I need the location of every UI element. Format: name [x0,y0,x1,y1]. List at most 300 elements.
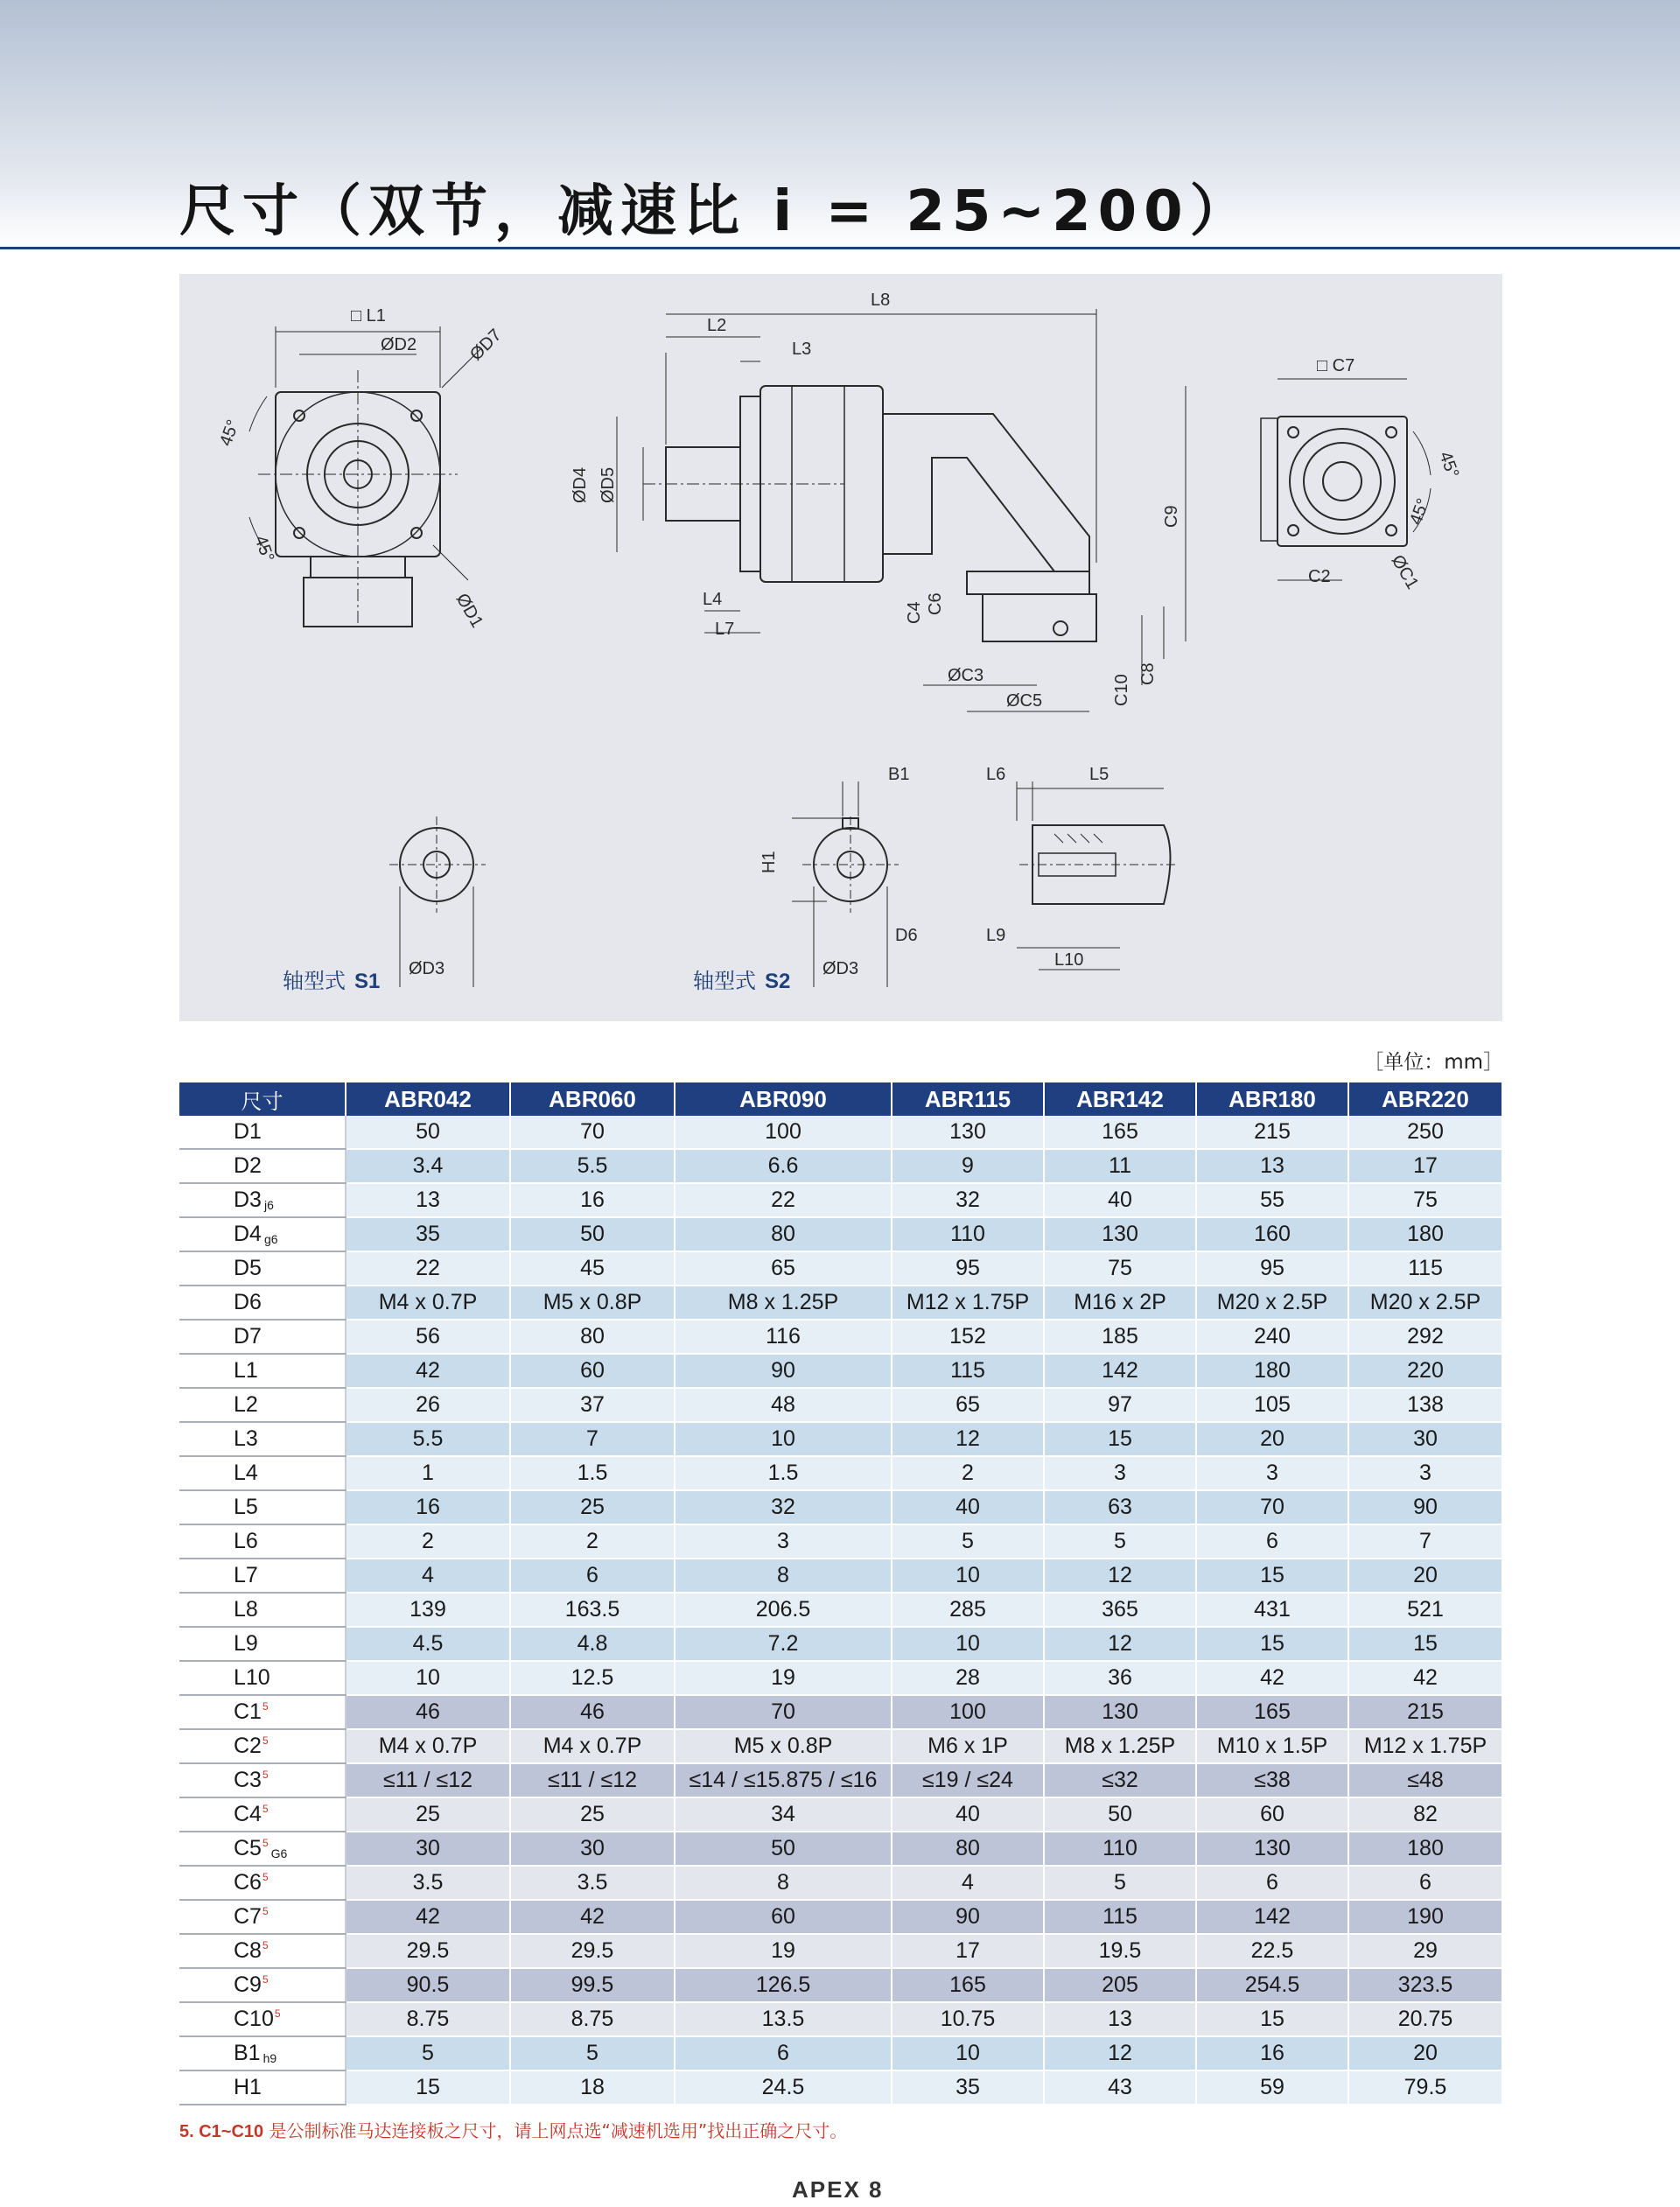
side-view-labels [570,291,1181,711]
table-cell: 79.5 [1348,2070,1502,2105]
row-label: $C9^5$ [179,1968,346,2002]
table-cell: 250 [1348,1116,1502,1149]
table-cell: 5.5 [346,1422,510,1456]
table-cell: 142 [1196,1900,1348,1934]
table-cell: 8.75 [346,2002,510,2036]
page-title: 尺寸（双节，减速比 i = 25~200） [179,179,1253,244]
label-D6: D6 [895,926,918,945]
row-label: D5 [179,1251,346,1286]
motor-flange-view [1261,379,1434,580]
label-C5: ØC5 [1006,691,1043,711]
table-cell: 17 [1348,1149,1502,1183]
table-cell: 42 [1196,1661,1348,1695]
table-cell: 165 [1044,1116,1196,1149]
table-cell: 431 [1196,1593,1348,1627]
table-cell: 97 [1044,1388,1196,1422]
table-cell: 30 [510,1832,675,1866]
table-cell: 215 [1348,1695,1502,1729]
table-cell: 80 [675,1217,892,1251]
table-cell: 35 [892,2070,1044,2105]
table-cell: 90 [1348,1490,1502,1524]
table-cell: 185 [1044,1320,1196,1354]
table-cell: 138 [1348,1388,1502,1422]
table-cell: 80 [892,1832,1044,1866]
table-cell: 56 [346,1320,510,1354]
table-row [179,1559,1502,1593]
table-row [179,1524,1502,1559]
table-cell: 42 [346,1900,510,1934]
table-cell: 15 [1196,1627,1348,1661]
table-cell: M16 x 2P [1044,1286,1196,1320]
table-row [179,1934,1502,1968]
label-C1: ØC1 [1387,551,1423,593]
table-cell: 10.75 [892,2002,1044,2036]
table-row [179,1490,1502,1524]
table-cell: 32 [892,1183,1044,1217]
table-cell: 60 [510,1354,675,1388]
table-cell: 5.5 [510,1149,675,1183]
label-H1: H1 [760,851,779,873]
table-cell: 165 [892,1968,1044,2002]
row-label: $C8^5$ [179,1934,346,1968]
table-cell: 12 [892,1422,1044,1456]
table-cell: 3.5 [510,1866,675,1900]
table-cell: 15 [1348,1627,1502,1661]
table-cell: 5 [1044,1866,1196,1900]
gearbox-drawing [179,274,1502,1021]
table-cell: 126.5 [675,1968,892,2002]
table-cell: 285 [892,1593,1044,1627]
table-cell: 46 [510,1695,675,1729]
column-header-model: ABR060 [510,1082,675,1116]
table-cell: M12 x 1.75P [1348,1729,1502,1763]
table-cell: ≤32 [1044,1763,1196,1797]
table-row [179,2002,1502,2036]
table-row [179,1183,1502,1217]
table-cell: 40 [1044,1183,1196,1217]
table-cell: 29.5 [510,1934,675,1968]
row-label: D7 [179,1320,346,1354]
table-cell: 130 [1196,1832,1348,1866]
table-row [179,1217,1502,1251]
row-label: L1 [179,1354,346,1388]
table-cell: M10 x 1.5P [1196,1729,1348,1763]
table-cell: 365 [1044,1593,1196,1627]
table-row [179,1900,1502,1934]
table-cell: 2 [892,1456,1044,1490]
table-cell: M5 x 0.8P [510,1286,675,1320]
table-row [179,1832,1502,1866]
table-cell: 18 [510,2070,675,2105]
table-cell: 163.5 [510,1593,675,1627]
table-cell: M20 x 2.5P [1196,1286,1348,1320]
shaft-type-s2-label: 轴型式 S2 [693,969,791,993]
label-D1: ØD1 [452,590,487,632]
table-cell: 6 [675,2036,892,2070]
table-cell: 6 [1196,1866,1348,1900]
table-cell: 1 [346,1456,510,1490]
table-cell: 25 [346,1797,510,1832]
table-cell: 37 [510,1388,675,1422]
table-cell: 40 [892,1797,1044,1832]
table-row [179,1320,1502,1354]
table-cell: 15 [346,2070,510,2105]
table-cell: 90 [675,1354,892,1388]
table-cell: 110 [1044,1832,1196,1866]
column-header-dimension: 尺寸 [179,1082,346,1116]
table-cell: 206.5 [675,1593,892,1627]
table-header-row [179,1082,1502,1116]
table-cell: 521 [1348,1593,1502,1627]
table-cell: 10 [675,1422,892,1456]
table-cell: ≤11 / ≤12 [510,1763,675,1797]
table-cell: 10 [892,1559,1044,1593]
table-cell: 215 [1196,1116,1348,1149]
table-cell: 142 [1044,1354,1196,1388]
table-row [179,2036,1502,2070]
table-cell: 28 [892,1661,1044,1695]
page-number: APEX 8 [792,2176,884,2203]
table-cell: 10 [346,1661,510,1695]
table-cell: 82 [1348,1797,1502,1832]
table-body [179,1116,1502,2105]
table-row [179,1627,1502,1661]
label-D7: ØD7 [466,325,506,365]
row-label: L8 [179,1593,346,1627]
column-header-model: ABR220 [1348,1082,1502,1116]
row-label: $C6^5$ [179,1866,346,1900]
label-D5: ØD5 [598,466,618,503]
table-cell: 75 [1044,1251,1196,1286]
table-cell: 19.5 [1044,1934,1196,1968]
table-cell: 42 [510,1900,675,1934]
label-C6: C6 [926,592,945,615]
table-cell: 22 [675,1183,892,1217]
table-cell: 4.5 [346,1627,510,1661]
label-C7: □ C7 [1317,356,1355,375]
table-cell: 5 [510,2036,675,2070]
label-angle-c-top: 45° [1435,449,1463,481]
table-cell: 115 [892,1354,1044,1388]
table-row [179,1729,1502,1763]
table-row [179,1354,1502,1388]
side-view [617,309,1186,711]
table-row [179,1456,1502,1490]
row-label: L10 [179,1661,346,1695]
table-cell: 15 [1196,1559,1348,1593]
motor-flange-labels [1308,356,1462,592]
table-cell: 292 [1348,1320,1502,1354]
table-cell: 70 [510,1116,675,1149]
table-cell: 152 [892,1320,1044,1354]
table-cell: ≤14 / ≤15.875 / ≤16 [675,1763,892,1797]
row-label: $C3^5$ [179,1763,346,1797]
table-cell: 19 [675,1934,892,1968]
table-cell: 36 [1044,1661,1196,1695]
table-cell: 13 [1044,2002,1196,2036]
row-label: L2 [179,1388,346,1422]
table-cell: M8 x 1.25P [675,1286,892,1320]
table-cell: 4 [346,1559,510,1593]
table-cell: 254.5 [1196,1968,1348,2002]
table-cell: 1.5 [510,1456,675,1490]
table-cell: 25 [510,1797,675,1832]
table-cell: 190 [1348,1900,1502,1934]
table-row [179,1149,1502,1183]
technical-drawing-panel [179,274,1502,1021]
table-cell: M4 x 0.7P [346,1286,510,1320]
table-row [179,1286,1502,1320]
table-cell: M20 x 2.5P [1348,1286,1502,1320]
table-cell: M4 x 0.7P [510,1729,675,1763]
table-cell: 45 [510,1251,675,1286]
row-label: $C4^5$ [179,1797,346,1832]
label-L2: L2 [707,316,727,335]
table-row [179,1797,1502,1832]
table-row [179,1251,1502,1286]
table-cell: 12 [1044,2036,1196,2070]
dimension-table [179,1082,1503,2105]
table-cell: 26 [346,1388,510,1422]
row-label: $C1^5$ [179,1695,346,1729]
row-label: D1 [179,1116,346,1149]
table-cell: M6 x 1P [892,1729,1044,1763]
table-cell: 75 [1348,1183,1502,1217]
table-cell: 95 [892,1251,1044,1286]
label-L5: L5 [1089,765,1110,784]
table-cell: 65 [675,1251,892,1286]
table-cell: 50 [1044,1797,1196,1832]
table-cell: 8 [675,1866,892,1900]
column-header-model: ABR042 [346,1082,510,1116]
table-cell: 10 [892,1627,1044,1661]
table-cell: 19 [675,1661,892,1695]
table-cell: 115 [1044,1900,1196,1934]
table-cell: 30 [346,1832,510,1866]
front-view-labels [216,306,506,631]
table-row [179,1116,1502,1149]
table-cell: 115 [1348,1251,1502,1286]
table-cell: 160 [1196,1217,1348,1251]
table-row [179,1593,1502,1627]
table-cell: 165 [1196,1695,1348,1729]
table-cell: 20 [1196,1422,1348,1456]
table-cell: 15 [1044,1422,1196,1456]
table-cell: M12 x 1.75P [892,1286,1044,1320]
table-row [179,1661,1502,1695]
label-D4: ØD4 [570,466,590,503]
label-L4: L4 [703,590,723,609]
table-cell: 139 [346,1593,510,1627]
label-L3: L3 [792,340,812,359]
table-cell: 180 [1348,1217,1502,1251]
table-cell: 55 [1196,1183,1348,1217]
table-cell: 220 [1348,1354,1502,1388]
shaft-s2-drawing [792,781,899,987]
row-label: $C7^5$ [179,1900,346,1934]
table-cell: ≤19 / ≤24 [892,1763,1044,1797]
table-cell: ≤38 [1196,1763,1348,1797]
table-cell: 32 [675,1490,892,1524]
label-L7: L7 [715,620,735,639]
label-L9: L9 [986,926,1006,945]
table-cell: 240 [1196,1320,1348,1354]
table-cell: 24.5 [675,2070,892,2105]
row-label: D6 [179,1286,346,1320]
table-cell: 7 [510,1422,675,1456]
table-cell: 50 [346,1116,510,1149]
table-cell: 205 [1044,1968,1196,2002]
label-L1: □ L1 [351,306,386,326]
table-cell: 15 [1196,2002,1348,2036]
table-cell: 180 [1348,1832,1502,1866]
table-cell: 11 [1044,1149,1196,1183]
row-label: H1 [179,2070,346,2105]
table-cell: M4 x 0.7P [346,1729,510,1763]
unit-note: ［单位：mm］ [1363,1051,1503,1074]
table-cell: 116 [675,1320,892,1354]
table-cell: 6 [510,1559,675,1593]
title-divider [0,247,1680,249]
table-cell: 2 [346,1524,510,1559]
table-cell: 20 [1348,1559,1502,1593]
table-cell: 12 [1044,1627,1196,1661]
table-cell: 60 [675,1900,892,1934]
footnote: 5. C1~C10 是公制标准马达连接板之尺寸，请上网点选“减速机选用”找出正确之尺寸。 [179,2120,848,2141]
label-L6: L6 [986,765,1006,784]
row-label: D4 $_{g6}$ [179,1217,346,1251]
label-B1: B1 [888,765,910,784]
table-cell: 34 [675,1797,892,1832]
table-row [179,1422,1502,1456]
table-cell: 99.5 [510,1968,675,2002]
column-header-model: ABR180 [1196,1082,1348,1116]
table-cell: 1.5 [675,1456,892,1490]
table-cell: 3 [1348,1456,1502,1490]
table-cell: 10 [892,2036,1044,2070]
table-cell: 95 [1196,1251,1348,1286]
table-cell: 13 [1196,1149,1348,1183]
table-cell: 90.5 [346,1968,510,2002]
table-cell: 3 [1044,1456,1196,1490]
table-cell: 46 [346,1695,510,1729]
table-cell: 60 [1196,1797,1348,1832]
table-cell: 70 [1196,1490,1348,1524]
table-cell: 20 [1348,2036,1502,2070]
table-cell: 105 [1196,1388,1348,1422]
row-label: L7 [179,1559,346,1593]
label-D2: ØD2 [381,335,417,354]
row-label: L9 [179,1627,346,1661]
table-cell: 90 [892,1900,1044,1934]
column-header-model: ABR115 [892,1082,1044,1116]
table-cell: 180 [1196,1354,1348,1388]
shaft-type-s1-label: 轴型式 S1 [283,969,381,993]
table-cell: 25 [510,1490,675,1524]
table-cell: ≤11 / ≤12 [346,1763,510,1797]
table-cell: 130 [1044,1217,1196,1251]
label-angle-top: 45° [216,417,244,449]
table-cell: 7 [1348,1524,1502,1559]
label-angle-bottom: 45° [250,533,278,565]
label-C10: C10 [1112,674,1131,706]
table-row [179,1866,1502,1900]
label-C9: C9 [1162,505,1181,528]
table-cell: 16 [1196,2036,1348,2070]
table-row [179,1968,1502,2002]
row-label: D3 $_{j6}$ [179,1183,346,1217]
table-cell: 3.4 [346,1149,510,1183]
table-row [179,1695,1502,1729]
table-row [179,1388,1502,1422]
table-cell: 65 [892,1388,1044,1422]
label-angle-c-bottom: 45° [1406,495,1434,528]
label-D3-s2: ØD3 [822,959,859,978]
table-cell: 130 [892,1116,1044,1149]
table-cell: 4.8 [510,1627,675,1661]
table-cell: 323.5 [1348,1968,1502,2002]
table-row [179,2070,1502,2105]
label-L8: L8 [871,291,891,310]
table-cell: 12 [1044,1559,1196,1593]
column-header-model: ABR090 [675,1082,892,1116]
table-cell: 3 [675,1524,892,1559]
table-cell: 5 [1044,1524,1196,1559]
label-C2: C2 [1308,567,1331,586]
table-cell: 8.75 [510,2002,675,2036]
label-C8: C8 [1138,662,1158,685]
row-label: $C5^5_{G6}$ [179,1832,346,1866]
table-cell: 9 [892,1149,1044,1183]
table-cell: 16 [346,1490,510,1524]
table-cell: 6 [1348,1866,1502,1900]
table-cell: M8 x 1.25P [1044,1729,1196,1763]
table-cell: 100 [892,1695,1044,1729]
shaft-section-drawing [1017,781,1177,970]
row-label: L6 [179,1524,346,1559]
table-cell: 100 [675,1116,892,1149]
table-cell: 35 [346,1217,510,1251]
table-cell: 29 [1348,1934,1502,1968]
label-L10: L10 [1054,950,1084,970]
row-label: D2 [179,1149,346,1183]
table-cell: 22.5 [1196,1934,1348,1968]
table-cell: 20.75 [1348,2002,1502,2036]
label-C3: ØC3 [948,666,984,685]
table-cell: 29.5 [346,1934,510,1968]
table-cell: 50 [675,1832,892,1866]
table-cell: 42 [1348,1661,1502,1695]
table-cell: 110 [892,1217,1044,1251]
row-label: L3 [179,1422,346,1456]
table-cell: 50 [510,1217,675,1251]
table-cell: 17 [892,1934,1044,1968]
table-cell: 3.5 [346,1866,510,1900]
table-cell: ≤48 [1348,1763,1502,1797]
label-C4: C4 [905,601,924,624]
table-cell: 13 [346,1183,510,1217]
table-cell: 43 [1044,2070,1196,2105]
table-cell: 63 [1044,1490,1196,1524]
table-cell: 7.2 [675,1627,892,1661]
table-cell: M5 x 0.8P [675,1729,892,1763]
table-cell: 12.5 [510,1661,675,1695]
front-view [249,326,481,627]
table-cell: 16 [510,1183,675,1217]
row-label: $C2^5$ [179,1729,346,1763]
table-cell: 5 [892,1524,1044,1559]
table-cell: 42 [346,1354,510,1388]
